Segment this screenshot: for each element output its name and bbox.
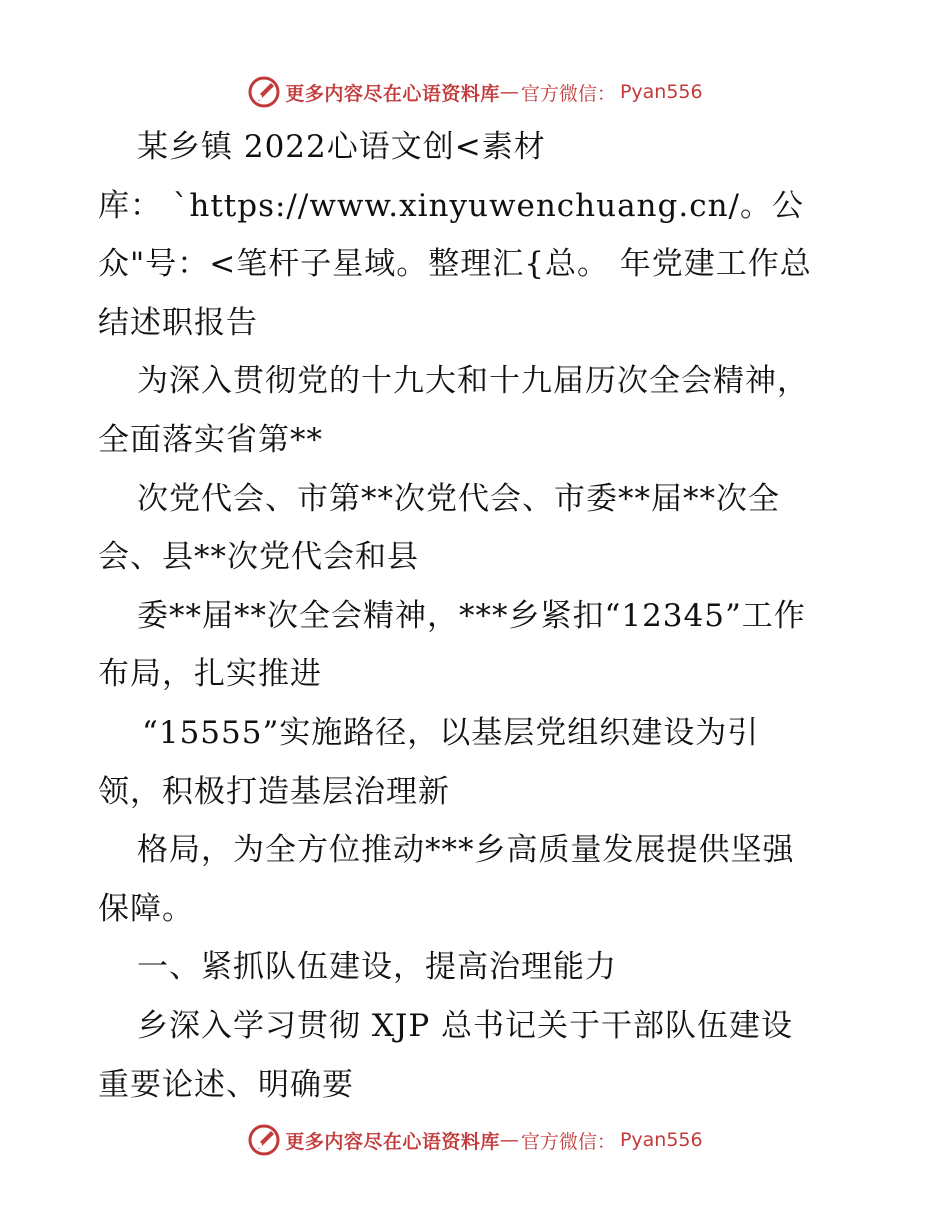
text-line: 为深入贯彻党的十九大和十九届历次全会精神， [137, 363, 809, 400]
text-line: 全面落实省第** [98, 421, 323, 458]
text-line: 格局，为全方位推动***乡高质量发展提供坚强 [137, 832, 795, 869]
header-watermark [0, 72, 950, 112]
watermark-separator: — [499, 1129, 519, 1151]
watermark-id: Pyan556 [619, 1129, 703, 1151]
text-line: 次党代会、市第**次党代会、市委**届**次全 [137, 480, 780, 517]
text-line: 一、紧抓队伍建设，提高治理能力 [137, 949, 617, 986]
watermark-text: 更多内容尽在心语资料库 [285, 1130, 500, 1153]
text-line: 领，积极打造基层治理新 [98, 773, 450, 810]
text-line: 结述职报告 [98, 304, 258, 341]
text-line: 乡深入学习贯彻 XJP 总书记关于干部队伍建设 [137, 1007, 794, 1044]
text-line: “15555”实施路径，以基层党组织建设为引 [142, 714, 760, 751]
text-line: 布局，扎实推进 [98, 656, 322, 693]
text-line: 众"号：<笔杆子星域。整理汇{总。 年党建工作总 [98, 246, 812, 283]
document-body [98, 118, 868, 1114]
text-line: 重要论述、明确要 [98, 1066, 354, 1103]
watermark-separator: — [499, 81, 519, 103]
watermark-label: 官方微信： [520, 1130, 616, 1153]
brand-logo-icon [247, 75, 281, 109]
brand-logo-icon [247, 1123, 281, 1157]
text-line: 某乡镇 2022心语文创<素材 [137, 129, 546, 165]
watermark-label: 官方微信： [520, 82, 616, 105]
text-line: 保障。 [98, 890, 194, 927]
footer-watermark [0, 1120, 950, 1160]
watermark-text: 更多内容尽在心语资料库 [285, 82, 500, 105]
text-line: 会、县**次党代会和县 [98, 539, 419, 576]
watermark-id: Pyan556 [619, 81, 703, 103]
text-line: 委**届**次全会精神，***乡紧扣“12345”工作 [137, 597, 806, 634]
text-line: 库： `https://www.xinyuwenchuang.cn/。公 [98, 187, 804, 224]
